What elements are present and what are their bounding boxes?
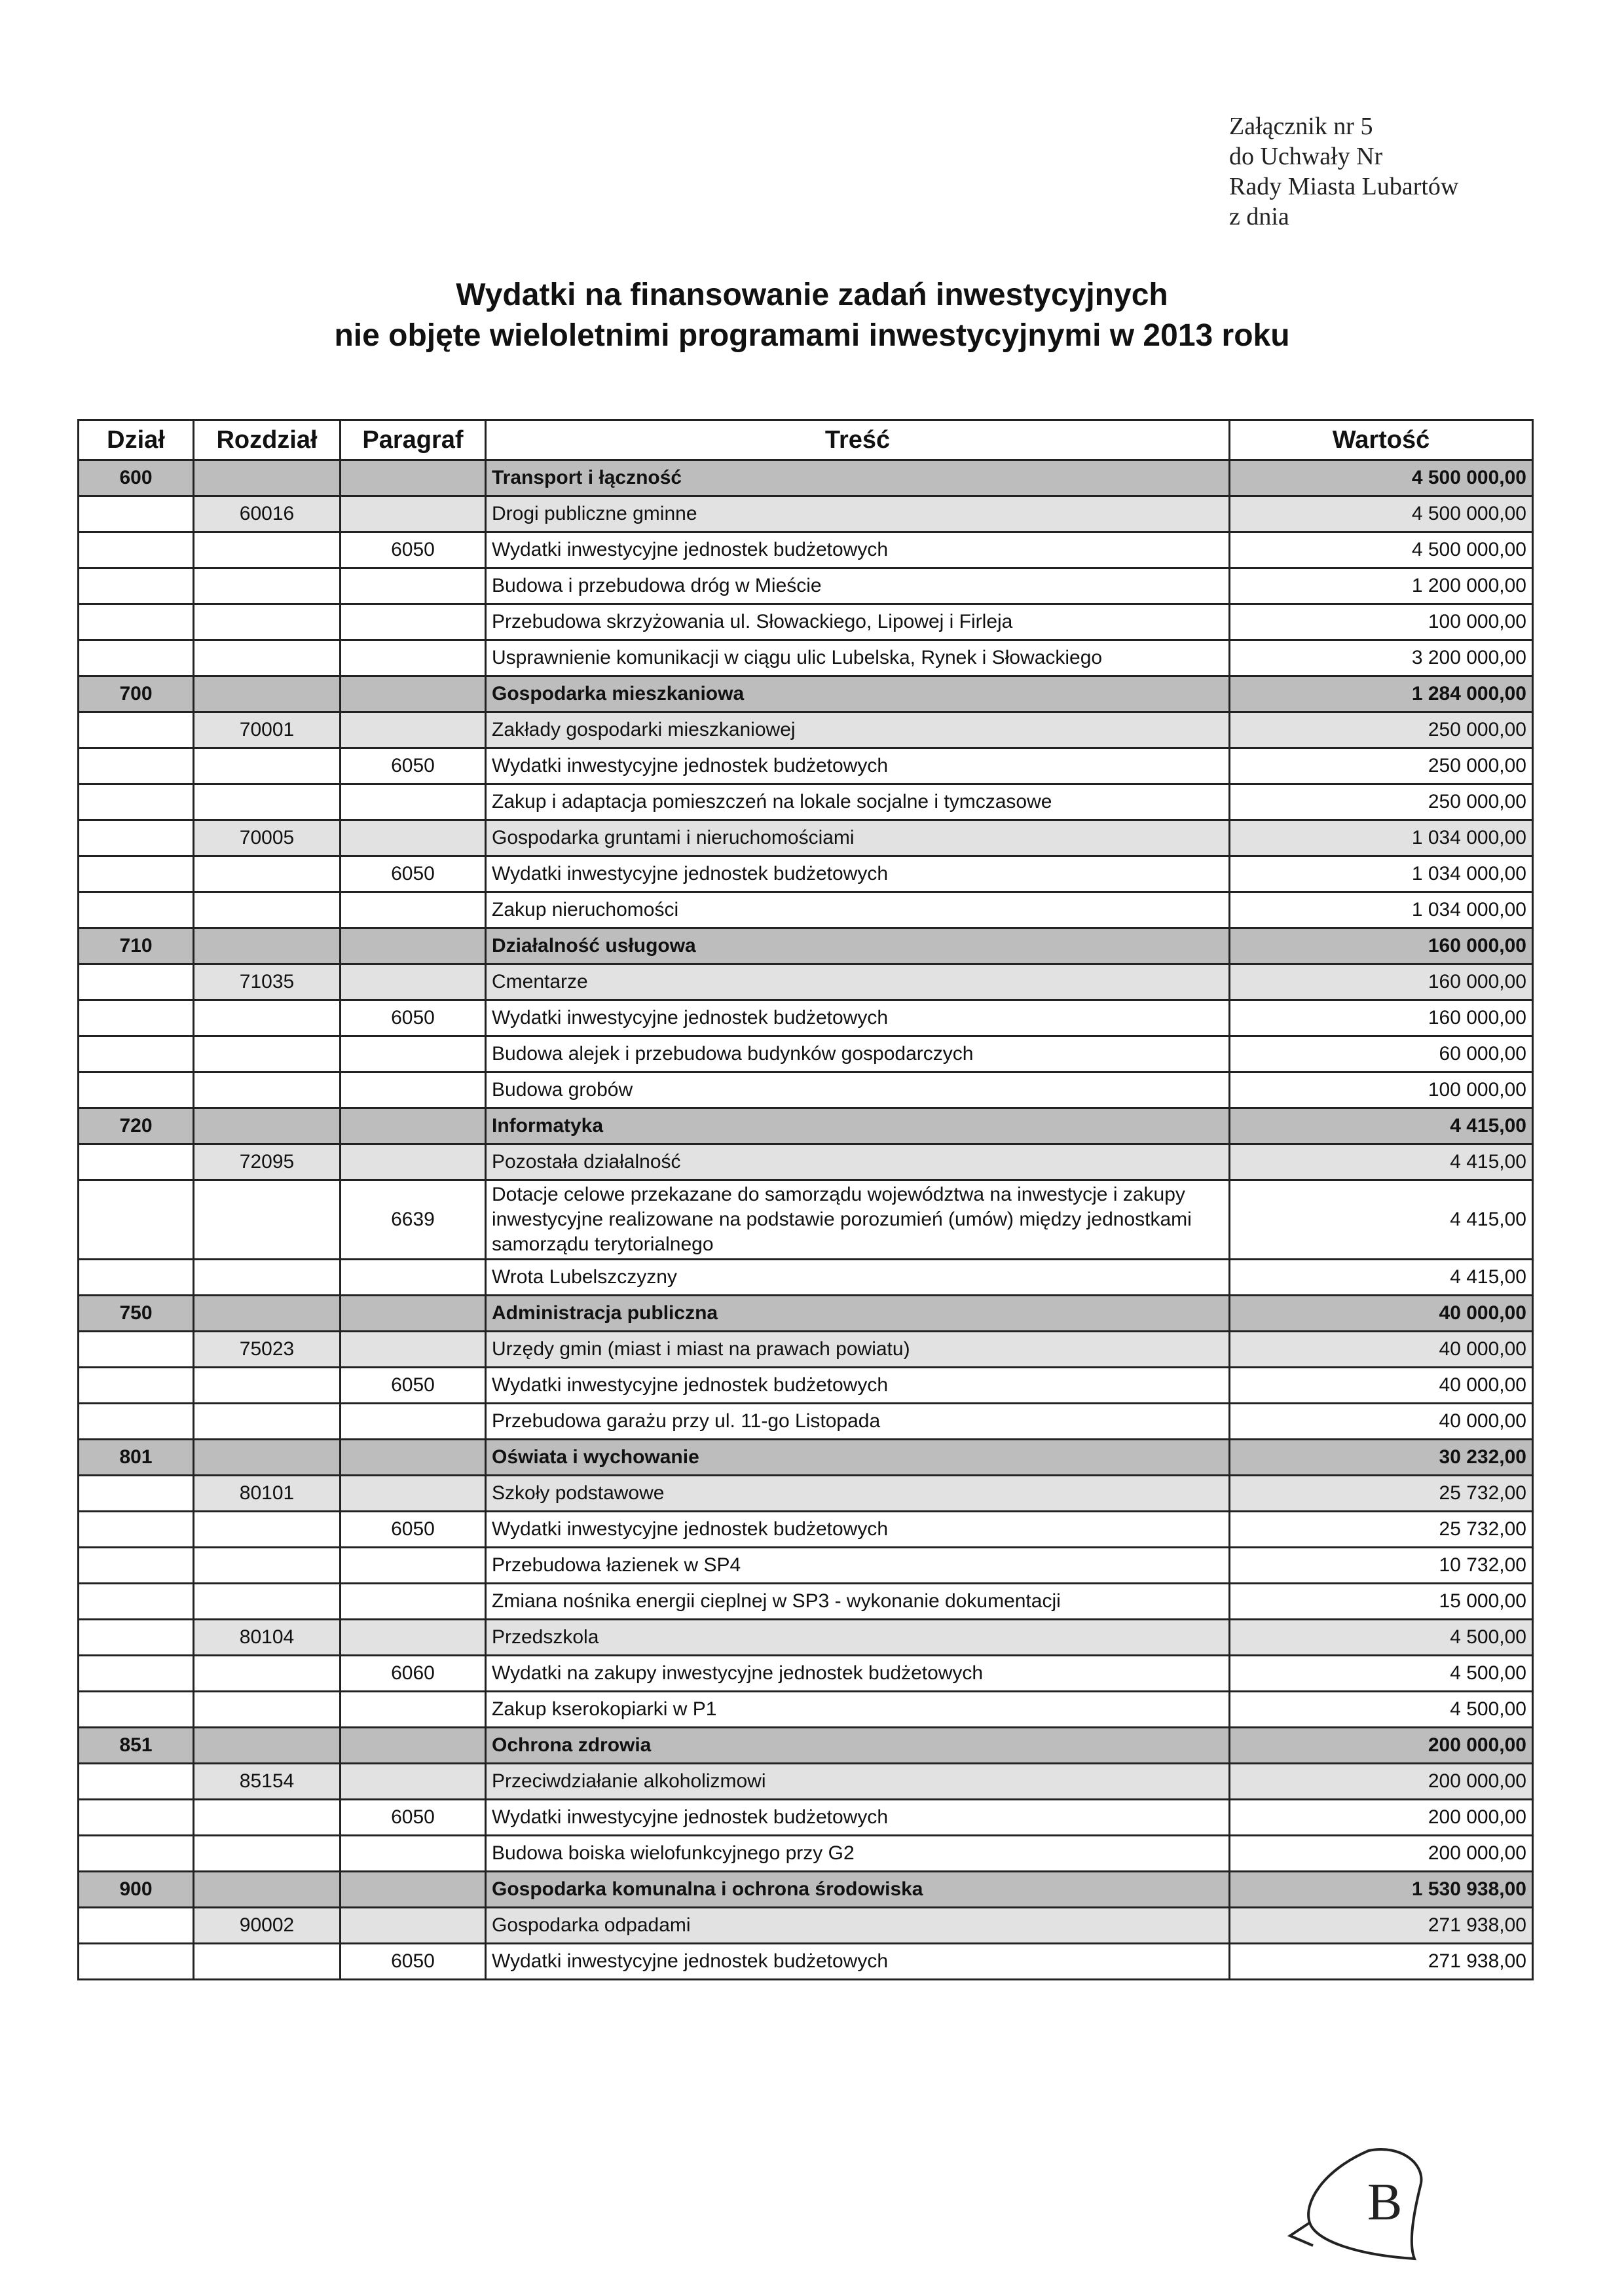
cell-tresc: Przeciwdziałanie alkoholizmowi [486, 1764, 1230, 1800]
cell-tresc: Przebudowa skrzyżowania ul. Słowackiego, Lipowej i Firleja [486, 604, 1230, 640]
cell-tresc: Wydatki inwestycyjne jednostek budżetowych [486, 1368, 1230, 1404]
title-line-1: Wydatki na finansowanie zadań inwestycyjnych [456, 278, 1168, 312]
cell-paragraf: 6060 [341, 1656, 486, 1692]
table-row [79, 532, 1533, 568]
cell-dzial: 750 [79, 1296, 194, 1332]
cell-dzial [79, 1692, 194, 1728]
initials-mark [1283, 2124, 1454, 2269]
cell-paragraf [341, 1072, 486, 1108]
cell-rozdzial [194, 892, 341, 928]
cell-tresc: Wydatki inwestycyjne jednostek budżetowych [486, 532, 1230, 568]
cell-paragraf [341, 1620, 486, 1656]
cell-rozdzial [194, 460, 341, 496]
cell-dzial: 600 [79, 460, 194, 496]
cell-wartosc: 250 000,00 [1230, 712, 1533, 748]
cell-rozdzial: 70005 [194, 820, 341, 856]
cell-wartosc: 25 732,00 [1230, 1512, 1533, 1548]
cell-wartosc: 4 415,00 [1230, 1108, 1533, 1144]
table-row [79, 1656, 1533, 1692]
cell-tresc: Zakup i adaptacja pomieszczeń na lokale socjalne i tymczasowe [486, 784, 1230, 820]
cell-tresc: Budowa alejek i przebudowa budynków gospodarczych [486, 1036, 1230, 1072]
header-paragraf: Paragraf [341, 420, 486, 460]
cell-dzial [79, 1584, 194, 1620]
cell-paragraf [341, 1476, 486, 1512]
cell-rozdzial [194, 1368, 341, 1404]
cell-paragraf: 6050 [341, 748, 486, 784]
header-dzial: Dział [79, 420, 194, 460]
cell-paragraf: 6050 [341, 1944, 486, 1980]
cell-tresc: Gospodarka komunalna i ochrona środowiska [486, 1872, 1230, 1908]
cell-wartosc: 30 232,00 [1230, 1440, 1533, 1476]
header-tresc: Treść [486, 420, 1230, 460]
annex-line-2: do Uchwały Nr [1229, 143, 1383, 170]
cell-tresc: Administracja publiczna [486, 1296, 1230, 1332]
cell-wartosc: 1 034 000,00 [1230, 892, 1533, 928]
cell-paragraf [341, 1260, 486, 1296]
cell-dzial [79, 1260, 194, 1296]
cell-dzial [79, 1620, 194, 1656]
cell-dzial [79, 1180, 194, 1260]
cell-rozdzial [194, 1692, 341, 1728]
cell-wartosc: 271 938,00 [1230, 1908, 1533, 1944]
table-row [79, 1072, 1533, 1108]
cell-dzial [79, 1656, 194, 1692]
cell-paragraf: 6050 [341, 1800, 486, 1836]
table-row [79, 1692, 1533, 1728]
table-row [79, 1404, 1533, 1440]
table-row [79, 1620, 1533, 1656]
cell-rozdzial [194, 1072, 341, 1108]
cell-rozdzial [194, 1584, 341, 1620]
table-row [79, 1108, 1533, 1144]
cell-dzial [79, 820, 194, 856]
cell-rozdzial [194, 676, 341, 712]
table-row [79, 1512, 1533, 1548]
header-rozdzial: Rozdział [194, 420, 341, 460]
cell-dzial [79, 1476, 194, 1512]
cell-tresc: Usprawnienie komunikacji w ciągu ulic Lubelska, Rynek i Słowackiego [486, 640, 1230, 676]
cell-dzial: 700 [79, 676, 194, 712]
cell-wartosc: 100 000,00 [1230, 1072, 1533, 1108]
cell-dzial [79, 496, 194, 532]
cell-rozdzial: 80104 [194, 1620, 341, 1656]
cell-dzial [79, 1368, 194, 1404]
cell-paragraf [341, 1144, 486, 1180]
cell-tresc: Wydatki inwestycyjne jednostek budżetowych [486, 1944, 1230, 1980]
cell-paragraf: 6050 [341, 532, 486, 568]
cell-tresc: Wrota Lubelszczyzny [486, 1260, 1230, 1296]
cell-tresc: Budowa boiska wielofunkcyjnego przy G2 [486, 1836, 1230, 1872]
cell-tresc: Przedszkola [486, 1620, 1230, 1656]
document-title [0, 275, 1624, 356]
cell-wartosc: 4 500 000,00 [1230, 532, 1533, 568]
cell-rozdzial: 85154 [194, 1764, 341, 1800]
table-row [79, 604, 1533, 640]
cell-rozdzial [194, 748, 341, 784]
table-row [79, 1144, 1533, 1180]
cell-paragraf [341, 712, 486, 748]
cell-rozdzial: 80101 [194, 1476, 341, 1512]
cell-tresc: Dotacje celowe przekazane do samorządu województwa na inwestycje i zakupy inwestycyjne realizowane na podstawie porozumień (umów) między jednostkami samorządu terytorialnego [486, 1180, 1230, 1260]
cell-paragraf [341, 1548, 486, 1584]
cell-paragraf [341, 1296, 486, 1332]
table-row [79, 1332, 1533, 1368]
cell-paragraf [341, 1108, 486, 1144]
cell-dzial: 851 [79, 1728, 194, 1764]
cell-paragraf [341, 676, 486, 712]
cell-wartosc: 4 500,00 [1230, 1692, 1533, 1728]
cell-dzial [79, 1144, 194, 1180]
annex-line-1: Załącznik nr 5 [1229, 113, 1373, 140]
table-row [79, 892, 1533, 928]
cell-tresc: Zmiana nośnika energii cieplnej w SP3 - wykonanie dokumentacji [486, 1584, 1230, 1620]
cell-tresc: Działalność usługowa [486, 928, 1230, 964]
cell-tresc: Budowa i przebudowa dróg w Mieście [486, 568, 1230, 604]
cell-paragraf [341, 1584, 486, 1620]
cell-paragraf [341, 1692, 486, 1728]
cell-tresc: Urzędy gmin (miast i miast na prawach powiatu) [486, 1332, 1230, 1368]
table-row [79, 1944, 1533, 1980]
cell-tresc: Informatyka [486, 1108, 1230, 1144]
cell-dzial [79, 856, 194, 892]
cell-rozdzial [194, 1260, 341, 1296]
cell-dzial [79, 712, 194, 748]
cell-tresc: Budowa grobów [486, 1072, 1230, 1108]
budget-table [77, 419, 1534, 1980]
cell-rozdzial [194, 1000, 341, 1036]
cell-dzial [79, 1800, 194, 1836]
cell-paragraf [341, 1440, 486, 1476]
cell-dzial [79, 640, 194, 676]
cell-paragraf [341, 1836, 486, 1872]
cell-paragraf [341, 1872, 486, 1908]
cell-paragraf [341, 784, 486, 820]
cell-tresc: Zakup nieruchomości [486, 892, 1230, 928]
cell-wartosc: 4 415,00 [1230, 1144, 1533, 1180]
header-wartosc: Wartość [1230, 420, 1533, 460]
table-row [79, 784, 1533, 820]
cell-dzial: 720 [79, 1108, 194, 1144]
cell-wartosc: 40 000,00 [1230, 1296, 1533, 1332]
cell-dzial: 710 [79, 928, 194, 964]
cell-rozdzial [194, 1180, 341, 1260]
cell-tresc: Przebudowa łazienek w SP4 [486, 1548, 1230, 1584]
cell-wartosc: 60 000,00 [1230, 1036, 1533, 1072]
cell-rozdzial: 75023 [194, 1332, 341, 1368]
cell-paragraf [341, 460, 486, 496]
cell-paragraf [341, 964, 486, 1000]
table-row [79, 748, 1533, 784]
cell-wartosc: 200 000,00 [1230, 1800, 1533, 1836]
cell-wartosc: 4 500 000,00 [1230, 460, 1533, 496]
cell-rozdzial [194, 1944, 341, 1980]
cell-dzial [79, 1332, 194, 1368]
table-row [79, 676, 1533, 712]
cell-dzial [79, 1908, 194, 1944]
cell-rozdzial [194, 1512, 341, 1548]
cell-wartosc: 40 000,00 [1230, 1404, 1533, 1440]
cell-rozdzial: 70001 [194, 712, 341, 748]
cell-dzial [79, 1944, 194, 1980]
cell-paragraf [341, 892, 486, 928]
cell-paragraf [341, 928, 486, 964]
cell-tresc: Pozostała działalność [486, 1144, 1230, 1180]
cell-rozdzial [194, 856, 341, 892]
cell-rozdzial [194, 1548, 341, 1584]
cell-dzial [79, 892, 194, 928]
cell-rozdzial [194, 1108, 341, 1144]
cell-tresc: Wydatki inwestycyjne jednostek budżetowych [486, 856, 1230, 892]
cell-rozdzial [194, 784, 341, 820]
cell-wartosc: 4 500,00 [1230, 1656, 1533, 1692]
cell-tresc: Transport i łączność [486, 460, 1230, 496]
table-row [79, 1728, 1533, 1764]
table-row [79, 460, 1533, 496]
table-row [79, 568, 1533, 604]
cell-wartosc: 250 000,00 [1230, 748, 1533, 784]
cell-rozdzial: 71035 [194, 964, 341, 1000]
cell-wartosc: 4 500 000,00 [1230, 496, 1533, 532]
cell-paragraf [341, 496, 486, 532]
cell-wartosc: 4 500,00 [1230, 1620, 1533, 1656]
cell-wartosc: 15 000,00 [1230, 1584, 1533, 1620]
cell-rozdzial [194, 532, 341, 568]
cell-paragraf: 6050 [341, 856, 486, 892]
cell-rozdzial [194, 1296, 341, 1332]
cell-tresc: Wydatki na zakupy inwestycyjne jednostek budżetowych [486, 1656, 1230, 1692]
cell-rozdzial [194, 1404, 341, 1440]
cell-dzial [79, 1072, 194, 1108]
cell-paragraf [341, 820, 486, 856]
cell-dzial [79, 568, 194, 604]
cell-wartosc: 200 000,00 [1230, 1764, 1533, 1800]
cell-paragraf: 6050 [341, 1368, 486, 1404]
cell-rozdzial [194, 1728, 341, 1764]
cell-paragraf: 6050 [341, 1512, 486, 1548]
table-body [79, 460, 1533, 1980]
table-row [79, 1476, 1533, 1512]
cell-wartosc: 1 200 000,00 [1230, 568, 1533, 604]
cell-paragraf [341, 1036, 486, 1072]
table-row [79, 1440, 1533, 1476]
cell-paragraf: 6639 [341, 1180, 486, 1260]
table-row [79, 1260, 1533, 1296]
table-row [79, 1180, 1533, 1260]
cell-paragraf [341, 604, 486, 640]
cell-dzial: 900 [79, 1872, 194, 1908]
cell-dzial [79, 1764, 194, 1800]
cell-tresc: Drogi publiczne gminne [486, 496, 1230, 532]
cell-paragraf [341, 1404, 486, 1440]
cell-wartosc: 271 938,00 [1230, 1944, 1533, 1980]
table-row [79, 1296, 1533, 1332]
cell-paragraf [341, 1728, 486, 1764]
cell-wartosc: 40 000,00 [1230, 1332, 1533, 1368]
annex-line-3: Rady Miasta Lubartów [1229, 173, 1459, 200]
cell-tresc: Wydatki inwestycyjne jednostek budżetowych [486, 1800, 1230, 1836]
table-row [79, 820, 1533, 856]
cell-dzial [79, 1548, 194, 1584]
cell-wartosc: 1 034 000,00 [1230, 820, 1533, 856]
cell-rozdzial [194, 1656, 341, 1692]
cell-rozdzial [194, 604, 341, 640]
cell-dzial [79, 1404, 194, 1440]
cell-wartosc: 40 000,00 [1230, 1368, 1533, 1404]
cell-paragraf [341, 1764, 486, 1800]
annex-header [1229, 111, 1458, 232]
initials-tail-icon [1290, 2223, 1313, 2246]
cell-dzial [79, 748, 194, 784]
table-header-row [79, 420, 1533, 460]
cell-wartosc: 200 000,00 [1230, 1836, 1533, 1872]
cell-wartosc: 1 530 938,00 [1230, 1872, 1533, 1908]
cell-wartosc: 200 000,00 [1230, 1728, 1533, 1764]
cell-wartosc: 160 000,00 [1230, 928, 1533, 964]
table-row [79, 640, 1533, 676]
cell-rozdzial [194, 1036, 341, 1072]
initials-letter: B [1367, 2174, 1403, 2231]
cell-wartosc: 25 732,00 [1230, 1476, 1533, 1512]
table-row [79, 1036, 1533, 1072]
initials-loop-icon [1308, 2149, 1421, 2259]
cell-wartosc: 3 200 000,00 [1230, 640, 1533, 676]
cell-rozdzial [194, 1836, 341, 1872]
cell-rozdzial [194, 928, 341, 964]
cell-wartosc: 10 732,00 [1230, 1548, 1533, 1584]
cell-wartosc: 160 000,00 [1230, 1000, 1533, 1036]
cell-paragraf: 6050 [341, 1000, 486, 1036]
cell-tresc: Szkoły podstawowe [486, 1476, 1230, 1512]
table-row [79, 1764, 1533, 1800]
cell-tresc: Wydatki inwestycyjne jednostek budżetowych [486, 1000, 1230, 1036]
cell-wartosc: 4 415,00 [1230, 1180, 1533, 1260]
table-row [79, 496, 1533, 532]
table-row [79, 1800, 1533, 1836]
cell-rozdzial [194, 1872, 341, 1908]
cell-rozdzial [194, 1440, 341, 1476]
cell-dzial [79, 604, 194, 640]
cell-wartosc: 160 000,00 [1230, 964, 1533, 1000]
cell-tresc: Gospodarka gruntami i nieruchomościami [486, 820, 1230, 856]
cell-rozdzial [194, 640, 341, 676]
table-row [79, 1836, 1533, 1872]
cell-dzial [79, 1036, 194, 1072]
cell-dzial [79, 964, 194, 1000]
cell-wartosc: 100 000,00 [1230, 604, 1533, 640]
cell-tresc: Wydatki inwestycyjne jednostek budżetowych [486, 1512, 1230, 1548]
table-row [79, 964, 1533, 1000]
cell-tresc: Przebudowa garażu przy ul. 11-go Listopada [486, 1404, 1230, 1440]
table-row [79, 1908, 1533, 1944]
table-row [79, 712, 1533, 748]
cell-dzial: 801 [79, 1440, 194, 1476]
title-line-2: nie objęte wieloletnimi programami inwestycyjnymi w 2013 roku [334, 318, 1290, 353]
cell-paragraf [341, 640, 486, 676]
cell-tresc: Wydatki inwestycyjne jednostek budżetowych [486, 748, 1230, 784]
cell-paragraf [341, 1332, 486, 1368]
cell-wartosc: 1 284 000,00 [1230, 676, 1533, 712]
cell-wartosc: 250 000,00 [1230, 784, 1533, 820]
cell-tresc: Oświata i wychowanie [486, 1440, 1230, 1476]
table-row [79, 1584, 1533, 1620]
cell-tresc: Zakup kserokopiarki w P1 [486, 1692, 1230, 1728]
cell-dzial [79, 1512, 194, 1548]
cell-paragraf [341, 568, 486, 604]
cell-tresc: Gospodarka mieszkaniowa [486, 676, 1230, 712]
cell-tresc: Zakłady gospodarki mieszkaniowej [486, 712, 1230, 748]
table-row [79, 1368, 1533, 1404]
table-row [79, 1872, 1533, 1908]
cell-rozdzial [194, 568, 341, 604]
cell-tresc: Gospodarka odpadami [486, 1908, 1230, 1944]
cell-wartosc: 1 034 000,00 [1230, 856, 1533, 892]
annex-line-4: z dnia [1229, 203, 1289, 230]
cell-rozdzial: 90002 [194, 1908, 341, 1944]
cell-tresc: Cmentarze [486, 964, 1230, 1000]
cell-rozdzial: 60016 [194, 496, 341, 532]
cell-rozdzial [194, 1800, 341, 1836]
cell-tresc: Ochrona zdrowia [486, 1728, 1230, 1764]
cell-wartosc: 4 415,00 [1230, 1260, 1533, 1296]
table-row [79, 1548, 1533, 1584]
cell-dzial [79, 532, 194, 568]
cell-rozdzial: 72095 [194, 1144, 341, 1180]
table-row [79, 1000, 1533, 1036]
table-row [79, 856, 1533, 892]
cell-dzial [79, 784, 194, 820]
table-row [79, 928, 1533, 964]
cell-dzial [79, 1836, 194, 1872]
cell-paragraf [341, 1908, 486, 1944]
cell-dzial [79, 1000, 194, 1036]
